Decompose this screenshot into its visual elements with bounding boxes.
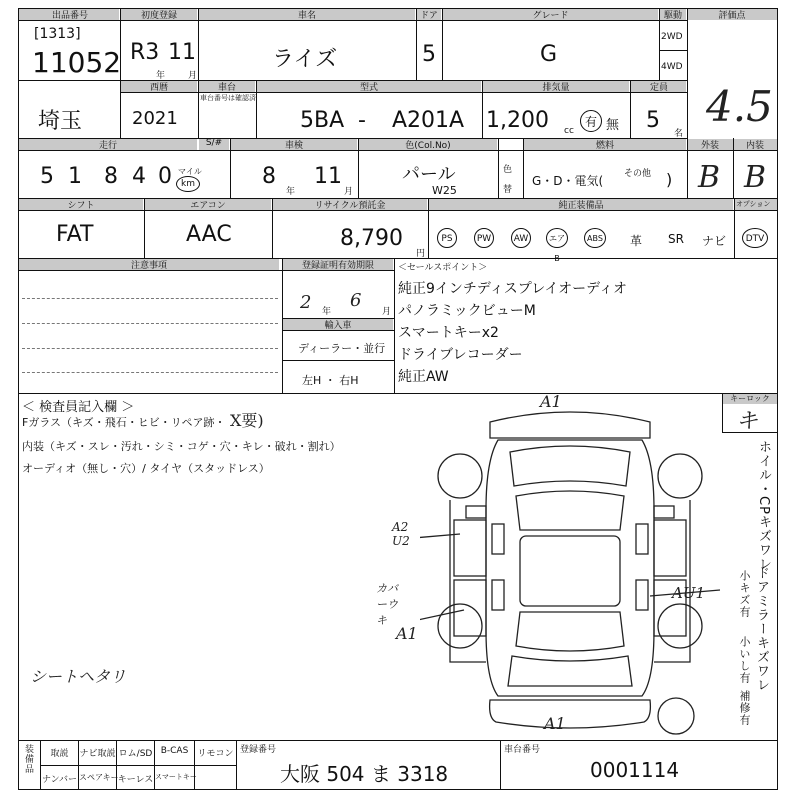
bottom-label: ロム/SD (118, 749, 153, 759)
label-katashiki: 型式 (359, 83, 378, 93)
drive-4wd: 4WD (661, 62, 683, 72)
inspector-line: Fガラス（キズ・飛石・ヒビ・リペア跡・ (22, 416, 226, 429)
dealer-value: ディーラー・並行 (298, 342, 386, 355)
label-year: 西暦 (149, 83, 168, 93)
label-import: 輸入車 (324, 321, 352, 331)
interior-grade: B (744, 160, 767, 195)
grade-value: G (540, 42, 558, 67)
model-code: A201A (392, 108, 465, 133)
unit-year-3: 年 (322, 307, 332, 317)
bottom-label: キーレス (117, 775, 154, 785)
mark-left-low: A1 (396, 624, 418, 643)
equip-ps: PS (437, 228, 457, 248)
label-grade: グレード (532, 11, 569, 21)
car-damage-diagram (420, 400, 730, 740)
exterior-grade: B (698, 160, 721, 195)
bottom-label: ナビ取説 (79, 749, 116, 759)
aircon-value: AAC (186, 222, 232, 247)
label-key-lock: キーロック (730, 394, 770, 403)
chassis-number: 0001114 (590, 758, 680, 782)
label-exterior: 外装 (700, 141, 719, 151)
unit-cc: cc (564, 126, 574, 136)
recycle-fee: 8,790 (340, 226, 403, 251)
mark-left-mid: カバーウキ (376, 582, 398, 627)
equip-pw: PW (474, 228, 494, 248)
label-rating: 評価点 (718, 11, 746, 21)
label-inspection: 車検 (284, 141, 303, 151)
label-vin-note: 車台番号は確認済 (200, 94, 256, 102)
katashiki-dash: - (358, 108, 366, 133)
reg-deadline-month: 6 (350, 290, 362, 311)
unit-yen: 円 (416, 249, 426, 259)
label-reg-deadline: 登録証明有効期限 (301, 261, 374, 271)
prefecture: 埼玉 (38, 109, 83, 134)
first-reg-month: 11 (168, 40, 196, 65)
drive-2wd: 2WD (661, 32, 683, 42)
equip-airbag: エアB (546, 228, 568, 248)
km-circle: km (176, 176, 200, 192)
label-options: 純正装備品 (558, 201, 604, 211)
bottom-label: B-CAS (160, 746, 189, 756)
mileage-digit: 4 (132, 164, 146, 189)
bottom-label: ナンバー (42, 775, 77, 785)
label-reg-no: 登録番号 (240, 745, 277, 755)
unit-year-2: 年 (286, 187, 296, 197)
label-blank-opt: オプション (736, 200, 771, 208)
lot-number: 11052 (32, 46, 122, 79)
mark-left-upper: A2 U2 (392, 520, 410, 548)
vertical-small: 小キズ有 (738, 570, 751, 618)
vertical-small: 補修有 (738, 690, 751, 726)
label-model-name: 車名 (297, 11, 316, 21)
label-equipment-vertical: 装備品 (23, 744, 33, 774)
fglass-mark: X要) (230, 411, 264, 430)
label-mileage: 走行 (98, 141, 117, 151)
shift-value: FAT (56, 222, 94, 247)
color-value: パール (402, 164, 456, 185)
unit-year-1: 年 (156, 71, 166, 81)
inspector-line: 内装（キズ・スレ・汚れ・シミ・コゲ・穴・キレ・破れ・割れ） (22, 440, 341, 453)
label-chassis-no: 車台番号 (504, 745, 541, 755)
color-code: W25 (432, 184, 457, 197)
capacity-value: 5 (646, 108, 660, 133)
unit-person: 名 (674, 129, 684, 139)
label-displacement: 排気量 (542, 83, 570, 93)
key-lock-value: キ (736, 409, 759, 434)
label-color: 色(Col.No) (405, 141, 451, 151)
fuel-other: その他 (624, 169, 652, 179)
label-recycle: リサイクル預託金 (314, 201, 386, 211)
label-drive: 駆動 (663, 11, 682, 21)
unit-month-2: 月 (344, 187, 354, 197)
doors-value: 5 (422, 42, 436, 67)
equip-sr: SR (668, 232, 684, 246)
unit-month-3: 月 (382, 307, 392, 317)
model-name: ライズ (272, 47, 338, 72)
rating-value: 4.5 (706, 82, 773, 131)
mileage-digit: 8 (104, 164, 118, 189)
reg-deadline-year: 2 (300, 292, 312, 313)
inspector-line: オーディオ（無し・穴）/ タイヤ（スタッドレス） (22, 462, 270, 475)
mileage-digit: 0 (158, 164, 172, 189)
mileage-digit: 5 (40, 164, 54, 189)
sales-point: 純正AW (398, 369, 449, 385)
handwritten-note: シートヘタリ (30, 667, 127, 686)
mile-label: マイル (178, 167, 202, 176)
equip-abs: ABS (584, 228, 606, 248)
fuel-close-paren: ) (666, 170, 673, 189)
label-inspector: ＜ 検査員記入欄 ＞ (22, 400, 135, 415)
aircon-yes-circle: 有 (580, 110, 602, 132)
label-color-mark: 色 (503, 165, 513, 175)
equip-navi: ナビ (702, 234, 727, 248)
mark-right: AU1 (672, 584, 706, 602)
registration-number: 大阪 504 ま 3318 (280, 762, 449, 786)
label-interior: 内装 (745, 141, 764, 151)
label-notes: 注意事項 (130, 261, 167, 271)
vertical-note-mirror: ドアミラーキズワレ (754, 566, 769, 692)
equip-dtv: DTV (742, 228, 768, 248)
label-km-type: S/# (205, 138, 223, 148)
vertical-note-wheel: ホイル・CPキズワレ (756, 440, 771, 571)
bottom-label: 取説 (50, 749, 69, 759)
sales-point: パノラミックビューM (398, 303, 536, 319)
bottom-label: リモコン (197, 749, 234, 759)
label-capacity: 定員 (649, 83, 668, 93)
fuel-value: G・D・電気( (532, 174, 604, 188)
mark-bottom: A1 (544, 714, 566, 733)
label-aircon: エアコン (190, 201, 226, 211)
mileage-digit: 1 (68, 164, 82, 189)
label-shift: シフト (67, 201, 95, 211)
bottom-label: スペアキー (79, 773, 119, 782)
label-lot: 出品番号 (51, 11, 88, 21)
sales-point: 純正9インチディスプレイオーディオ (398, 281, 627, 297)
inspection-year: 8 (262, 164, 276, 189)
vertical-small: 小いし有 (738, 636, 751, 684)
sales-point: ドライブレコーダー (398, 347, 523, 363)
displacement-value: 1,200 (486, 108, 549, 133)
bottom-label: スマートキー (155, 773, 197, 781)
equip-leather: 革 (630, 234, 643, 248)
engine-code: 5BA (300, 108, 345, 133)
label-doors: ドア (420, 11, 438, 21)
label-fuel: 燃料 (595, 141, 614, 151)
aircon-no: 無 (606, 118, 620, 133)
label-sales-points: ＜セールスポイント＞ (398, 263, 488, 273)
equip-aw: AW (511, 228, 531, 248)
handle-value: 左H ・ 右H (302, 374, 359, 387)
first-reg-era: R3 (130, 40, 160, 65)
inspection-month: 11 (314, 164, 342, 189)
label-vin: 車台 (217, 83, 236, 93)
label-change-mark: 替 (503, 185, 513, 195)
label-first-reg: 初度登録 (140, 11, 177, 21)
sales-point: スマートキーx2 (398, 325, 499, 341)
unit-month-1: 月 (188, 71, 198, 81)
mark-top: A1 (540, 392, 562, 411)
model-year: 2021 (132, 108, 178, 129)
lot-prefix: [1313] (34, 26, 81, 42)
